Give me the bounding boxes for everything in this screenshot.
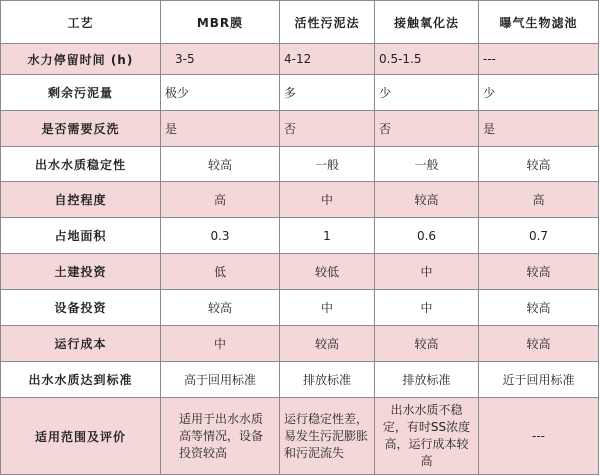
table-cell: 较低 (280, 254, 375, 290)
header-cell-process: 工艺 (1, 1, 161, 44)
table-row (1, 398, 599, 475)
row-label: 出水水质稳定性 (1, 147, 161, 182)
table-cell: 高 (161, 182, 280, 218)
row-label: 是否需要反洗 (1, 111, 161, 147)
row-label: 土建投资 (1, 254, 161, 290)
table-cell: 1 (280, 218, 375, 254)
table-cell: 4-12 (280, 44, 375, 75)
table-cell: 中 (375, 254, 479, 290)
table-cell: 较高 (479, 147, 599, 182)
table-row (1, 326, 599, 362)
header-cell-contact-oxidation: 接触氧化法 (375, 1, 479, 44)
table-cell: 中 (280, 182, 375, 218)
table-cell: 3-5 (161, 44, 280, 75)
row-label: 剩余污泥量 (1, 75, 161, 111)
table-cell: 是 (479, 111, 599, 147)
table-row (1, 254, 599, 290)
table-cell: 运行稳定性差，易发生污泥膨胀和污泥流失 (280, 398, 375, 475)
table-cell: 否 (375, 111, 479, 147)
row-label: 适用范围及评价 (1, 398, 161, 475)
table-cell: 0.3 (161, 218, 280, 254)
table-row (1, 182, 599, 218)
table-cell: 高 (479, 182, 599, 218)
table-cell: 较高 (280, 326, 375, 362)
table-cell: 少 (375, 75, 479, 111)
table-cell: 是 (161, 111, 280, 147)
table-cell: 较高 (375, 326, 479, 362)
table-cell: 中 (161, 326, 280, 362)
table-cell: 少 (479, 75, 599, 111)
table-cell: 较高 (479, 326, 599, 362)
row-label: 占地面积 (1, 218, 161, 254)
row-label: 水力停留时间 (h) (1, 44, 161, 75)
table-cell: 一般 (280, 147, 375, 182)
table-cell: --- (479, 44, 599, 75)
table-row (1, 147, 599, 182)
row-label: 自控程度 (1, 182, 161, 218)
row-label: 设备投资 (1, 290, 161, 326)
table-cell: 近于回用标准 (479, 362, 599, 398)
table-cell: 一般 (375, 147, 479, 182)
table-cell: 出水水质不稳定，有时SS浓度高，运行成本较高 (375, 398, 479, 475)
table-cell: 较高 (375, 182, 479, 218)
table-cell: 较高 (479, 290, 599, 326)
table-cell: 极少 (161, 75, 280, 111)
table-cell: 适用于出水水质高等情况，设备投资较高 (161, 398, 280, 475)
table-cell: 高于回用标准 (161, 362, 280, 398)
table-row (1, 75, 599, 111)
row-label: 运行成本 (1, 326, 161, 362)
table-cell: 中 (280, 290, 375, 326)
table-row (1, 111, 599, 147)
header-cell-activated-sludge: 活性污泥法 (280, 1, 375, 44)
header-cell-mbr: MBR膜 (161, 1, 280, 44)
header-cell-baf: 曝气生物滤池 (479, 1, 599, 44)
table-cell: --- (479, 398, 599, 475)
row-label: 出水水质达到标准 (1, 362, 161, 398)
table-cell: 0.5-1.5 (375, 44, 479, 75)
table-cell: 较高 (161, 290, 280, 326)
table-cell: 排放标准 (375, 362, 479, 398)
table-cell: 较高 (479, 254, 599, 290)
table-cell: 0.7 (479, 218, 599, 254)
table-cell: 排放标准 (280, 362, 375, 398)
table-cell: 0.6 (375, 218, 479, 254)
table-row (1, 218, 599, 254)
table-row (1, 44, 599, 75)
table-row (1, 290, 599, 326)
table-cell: 多 (280, 75, 375, 111)
table-row (1, 362, 599, 398)
table-cell: 中 (375, 290, 479, 326)
table-cell: 否 (280, 111, 375, 147)
table-header-row (1, 1, 599, 44)
table-cell: 较高 (161, 147, 280, 182)
table-cell: 低 (161, 254, 280, 290)
